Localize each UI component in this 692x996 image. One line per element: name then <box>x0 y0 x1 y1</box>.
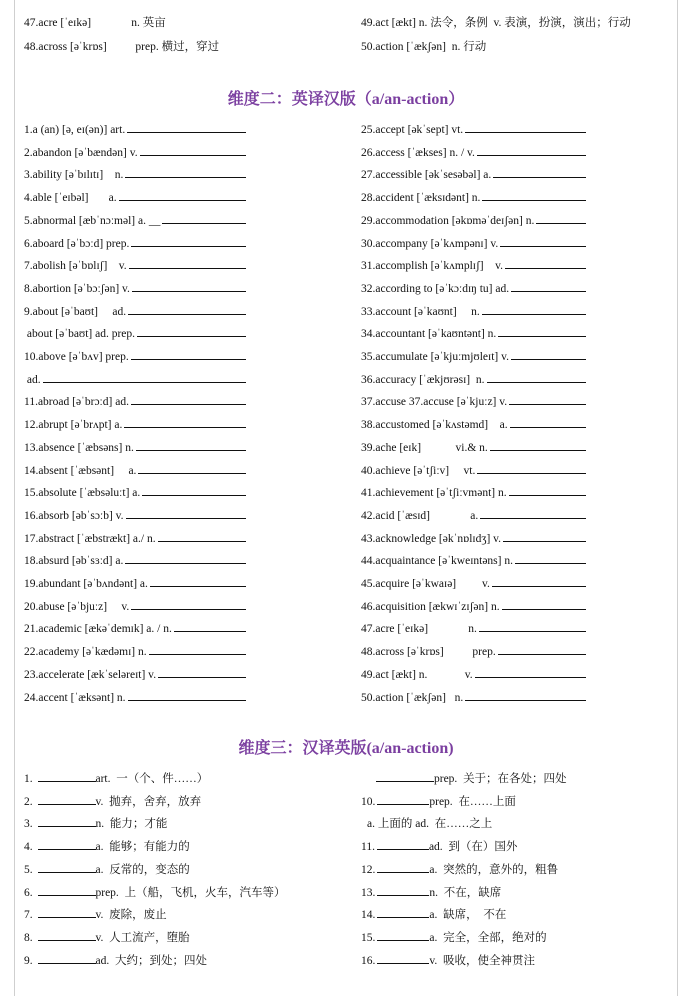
vocab-row-left <box>24 554 344 568</box>
part-of-speech: ad. <box>95 955 110 967</box>
chinese-meaning: 上（船，飞机，火车，汽车等） <box>124 887 286 899</box>
cn-row-left <box>24 817 344 831</box>
entry-text: 26.access [ˈækses] n. / v. <box>361 147 475 159</box>
cn-row-left <box>24 954 344 968</box>
entry-text: ad. <box>24 374 41 386</box>
answer-blank[interactable] <box>38 817 96 827</box>
answer-blank[interactable] <box>477 146 586 156</box>
entry-text: 16.absorb [əbˈsɔːb] v. <box>24 510 124 522</box>
answer-blank[interactable] <box>503 532 586 542</box>
entry-text: 23.accelerate [ækˈseləreɪt] v. <box>24 669 157 681</box>
answer-blank[interactable] <box>465 123 586 133</box>
entry-text: 47.acre [ˈeɪkə] n. 英亩 <box>24 17 166 29</box>
entry-text: 39.ache [eɪk] vi.& n. <box>361 442 488 454</box>
vocab-row-right <box>361 146 677 160</box>
vocab-row-left <box>24 214 344 228</box>
answer-blank[interactable] <box>129 259 246 269</box>
part-of-speech: a. <box>429 864 438 876</box>
chinese-meaning: 人工流产，堕胎 <box>109 932 190 944</box>
vocab-row-left <box>24 600 344 614</box>
top-row-right <box>361 16 677 30</box>
entry-text: 40.achieve [əˈtʃiːv] vt. <box>361 465 476 477</box>
cn-row-right <box>361 954 677 968</box>
answer-blank[interactable] <box>158 668 246 678</box>
answer-blank[interactable] <box>498 327 586 337</box>
cn-row-left <box>24 863 344 877</box>
chinese-meaning: 不在，缺席 <box>443 887 502 899</box>
vocab-row-right <box>361 600 677 614</box>
answer-blank[interactable] <box>509 395 586 405</box>
chinese-meaning: 突然的，意外的，粗鲁 <box>443 864 559 876</box>
entry-text: 24.accent [ˈæksənt] n. <box>24 692 126 704</box>
chinese-meaning: 能力；才能 <box>109 818 168 830</box>
entry-text: 31.accomplish [əˈkʌmplɪʃ] v. <box>361 260 504 272</box>
part-of-speech: prep. <box>95 887 119 899</box>
item-number: 14. <box>361 909 376 921</box>
entry-text: 35.accumulate [əˈkjuːmjʊleɪt] v. <box>361 351 509 363</box>
vocab-row-left <box>24 645 344 659</box>
vocab-row-left <box>24 282 344 296</box>
part-of-speech: a. 上面的 ad. <box>367 818 429 830</box>
entry-text: 46.acquisition [ækwɪˈzɪʃən] n. <box>361 601 500 613</box>
answer-blank[interactable] <box>158 532 246 542</box>
entry-text: 34.accountant [əˈkaʊntənt] n. <box>361 328 497 340</box>
entry-text: 33.account [əˈkaʊnt] n. <box>361 306 480 318</box>
vocab-row-right <box>361 214 677 228</box>
answer-blank[interactable] <box>131 350 246 360</box>
cn-row-right <box>361 931 677 945</box>
entry-text: 48.across [əˈkrɒs] prep. 横过，穿过 <box>24 41 220 53</box>
entry-text: 22.academy [əˈkædəmɪ] n. <box>24 646 147 658</box>
answer-blank[interactable] <box>131 395 246 405</box>
vocab-row-left <box>24 259 344 273</box>
entry-text: 18.absurd [əbˈsɜːd] a. <box>24 555 124 567</box>
answer-blank[interactable] <box>162 214 246 224</box>
answer-blank[interactable] <box>505 259 586 269</box>
part-of-speech: a. <box>429 909 438 921</box>
answer-blank[interactable] <box>482 305 586 315</box>
item-number: 9. <box>24 955 33 967</box>
vocab-row-left <box>24 191 344 205</box>
vocab-row-right <box>361 282 677 296</box>
answer-blank[interactable] <box>150 577 246 587</box>
vocab-row-right <box>361 123 677 137</box>
entry-text: 19.abundant [əˈbʌndənt] a. <box>24 578 148 590</box>
part-of-speech: v. <box>95 796 104 808</box>
answer-blank[interactable] <box>132 282 246 292</box>
vocab-row-right <box>361 168 677 182</box>
top-row-right <box>361 40 677 54</box>
chinese-meaning: 缺席， 不在 <box>443 909 507 921</box>
entry-text: 6.aboard [əˈbɔːd] prep. <box>24 238 130 250</box>
chinese-meaning: 吸收，使全神贯注 <box>443 955 536 967</box>
cn-row-left <box>24 795 344 809</box>
vocab-row-left <box>24 327 344 341</box>
chinese-meaning: 废除，废止 <box>109 909 167 921</box>
vocab-row-left <box>24 464 344 478</box>
answer-blank[interactable] <box>511 282 586 292</box>
entry-text: 15.absolute [ˈæbsəluːt] a. <box>24 487 141 499</box>
answer-blank[interactable] <box>377 908 429 918</box>
chinese-meaning: 在……之上 <box>434 818 493 830</box>
vocab-row-right <box>361 464 677 478</box>
cn-row-left <box>24 886 344 900</box>
entry-text: 44.acquaintance [əˈkweɪntəns] n. <box>361 555 513 567</box>
answer-blank[interactable] <box>377 954 429 964</box>
item-number: 2. <box>24 796 33 808</box>
answer-blank[interactable] <box>510 418 586 428</box>
answer-blank[interactable] <box>38 954 96 964</box>
top-row-left <box>24 16 344 30</box>
cn-row-left <box>24 772 344 786</box>
item-number: 5. <box>24 864 33 876</box>
answer-blank[interactable] <box>500 237 586 247</box>
entry-text: 47.acre [ˈeɪkə] n. <box>361 623 477 635</box>
part-of-speech: v. <box>429 955 438 967</box>
vocab-row-left <box>24 350 344 364</box>
entry-text: 20.abuse [əˈbjuːz] v. <box>24 601 130 613</box>
entry-text: 45.acquire [əˈkwaɪə] v. <box>361 578 490 590</box>
entry-text: 28.accident [ˈæksɪdənt] n. <box>361 192 481 204</box>
answer-blank[interactable] <box>128 305 246 315</box>
vocab-row-right <box>361 373 677 387</box>
vocab-row-left <box>24 691 344 705</box>
chinese-meaning: 到（在）国外 <box>448 841 518 853</box>
answer-blank[interactable] <box>38 863 96 873</box>
entry-text: about [əˈbaʊt] ad. prep. <box>24 328 136 340</box>
entry-text: 29.accommodation [əkɒməˈdeɪʃən] n. <box>361 215 535 227</box>
cn-row-left <box>24 908 344 922</box>
answer-blank[interactable] <box>502 600 586 610</box>
chinese-meaning: 能够；有能力的 <box>109 841 190 853</box>
item-number: 15. <box>361 932 376 944</box>
entry-text: 3.ability [əˈbɪlɪtɪ] n. <box>24 169 124 181</box>
answer-blank[interactable] <box>482 191 586 201</box>
part-of-speech: n. <box>429 887 438 899</box>
entry-text: 4.able [ˈeɪbəl] a. <box>24 192 117 204</box>
entry-text: 7.abolish [əˈbɒlɪʃ] v. <box>24 260 127 272</box>
section-heading-2: 维度二：英译汉版（a/an-action） <box>227 91 465 108</box>
chinese-meaning: 关于；在各处；四处 <box>463 773 567 785</box>
item-number: 10. <box>361 796 376 808</box>
part-of-speech: n. <box>95 818 105 830</box>
entry-text: 42.acid [ˈæsɪd] a. <box>361 510 479 522</box>
vocab-row-right <box>361 191 677 205</box>
entry-text: 30.accompany [əˈkʌmpənɪ] v. <box>361 238 499 250</box>
answer-blank[interactable] <box>492 577 586 587</box>
part-of-speech: a. <box>429 932 438 944</box>
entry-text: 17.abstract [ˈæbstrækt] a./ n. <box>24 533 156 545</box>
entry-text: 50.action [ˈækʃən] n. 行动 <box>361 41 487 53</box>
item-number: 3. <box>24 818 33 830</box>
item-number: 8. <box>24 932 33 944</box>
answer-blank[interactable] <box>377 886 429 896</box>
vocab-row-right <box>361 554 677 568</box>
entry-text: 36.accuracy [ˈækjʊrəsɪ] n. <box>361 374 485 386</box>
entry-text: 41.achievement [əˈtʃiːvmənt] n. <box>361 487 507 499</box>
part-of-speech: art. <box>95 773 111 785</box>
answer-blank[interactable] <box>515 554 586 564</box>
item-number: 4. <box>24 841 33 853</box>
cn-row-right <box>361 908 677 922</box>
answer-blank[interactable] <box>509 486 586 496</box>
top-row-left <box>24 40 344 54</box>
part-of-speech: v. <box>95 909 104 921</box>
entry-text: 5.abnormal [æbˈnɔːməl] a. __ <box>24 215 161 227</box>
cn-row-left <box>24 931 344 945</box>
vocab-row-left <box>24 441 344 455</box>
vocab-row-left <box>24 305 344 319</box>
vocab-row-left <box>24 395 344 409</box>
item-number: 12. <box>361 864 376 876</box>
vocab-row-right <box>361 395 677 409</box>
vocab-row-right <box>361 237 677 251</box>
vocab-row-right <box>361 418 677 432</box>
part-of-speech: prep. <box>429 796 453 808</box>
vocab-row-left <box>24 668 344 682</box>
vocab-row-left <box>24 237 344 251</box>
answer-blank[interactable] <box>38 795 96 805</box>
chinese-meaning: 抛弃，舍弃，放弃 <box>109 796 202 808</box>
answer-blank[interactable] <box>536 214 586 224</box>
part-of-speech: ad. <box>428 841 443 853</box>
answer-blank[interactable] <box>38 772 96 782</box>
entry-text: 32.according to [əˈkɔːdɪŋ tu] ad. <box>361 283 510 295</box>
cn-row-right <box>361 886 677 900</box>
chinese-meaning: 反常的，变态的 <box>109 864 190 876</box>
item-number: 6. <box>24 887 33 899</box>
answer-blank[interactable] <box>480 509 586 519</box>
entry-text: 13.absence [ˈæbsəns] n. <box>24 442 134 454</box>
chinese-meaning: 一（个、件……） <box>116 773 209 785</box>
vocab-row-right <box>361 509 677 523</box>
answer-blank[interactable] <box>137 327 246 337</box>
answer-blank[interactable] <box>377 931 429 941</box>
answer-blank[interactable] <box>136 441 246 451</box>
cn-row-right <box>374 772 690 786</box>
answer-blank[interactable] <box>487 373 587 383</box>
answer-blank[interactable] <box>377 840 429 850</box>
entry-text: 43.acknowledge [əkˈnɒlɪdʒ] v. <box>361 533 502 545</box>
cn-row-right <box>361 863 677 877</box>
entry-text: 27.accessible [əkˈsesəbəl] a. <box>361 169 492 181</box>
answer-blank[interactable] <box>38 840 96 850</box>
answer-blank[interactable] <box>511 350 586 360</box>
part-of-speech: a. <box>95 864 104 876</box>
entry-text: 8.abortion [əˈbɔːʃən] v. <box>24 283 130 295</box>
answer-blank[interactable] <box>477 464 586 474</box>
answer-blank[interactable] <box>377 863 429 873</box>
answer-blank[interactable] <box>119 191 246 201</box>
vocab-row-left <box>24 123 344 137</box>
answer-blank[interactable] <box>142 486 246 496</box>
answer-blank[interactable] <box>465 691 586 701</box>
answer-blank[interactable] <box>475 668 586 678</box>
answer-blank[interactable] <box>174 622 246 632</box>
part-of-speech: prep. <box>434 773 458 785</box>
vocab-row-left <box>24 373 344 387</box>
vocab-row-right <box>361 486 677 500</box>
part-of-speech: a. <box>95 841 104 853</box>
vocab-row-right <box>361 350 677 364</box>
vocab-row-left <box>24 532 344 546</box>
answer-blank[interactable] <box>131 600 246 610</box>
vocab-row-left <box>24 168 344 182</box>
entry-text: 12.abrupt [əˈbrʌpt] a. <box>24 419 123 431</box>
entry-text: 1.a (an) [ə, eɪ(ən)] art. <box>24 124 126 136</box>
chinese-meaning: 在……上面 <box>458 796 516 808</box>
answer-blank[interactable] <box>127 123 246 133</box>
entry-text: 50.action [ˈækʃən] n. <box>361 692 464 704</box>
item-number: 13. <box>361 887 376 899</box>
answer-blank[interactable] <box>498 645 586 655</box>
answer-blank[interactable] <box>38 908 96 918</box>
cn-row-right <box>361 795 677 809</box>
vocab-row-left <box>24 418 344 432</box>
answer-blank[interactable] <box>479 622 586 632</box>
entry-text: 38.accustomed [əˈkʌstəmd] a. <box>361 419 508 431</box>
vocab-row-right <box>361 577 677 591</box>
cn-row-right <box>361 840 677 854</box>
answer-blank[interactable] <box>125 168 246 178</box>
item-number: 1. <box>24 773 33 785</box>
vocab-row-right <box>361 668 677 682</box>
vocab-row-left <box>24 146 344 160</box>
vocab-row-left <box>24 486 344 500</box>
answer-blank[interactable] <box>126 509 246 519</box>
entry-text: 21.academic [ækəˈdemɪk] a. / n. <box>24 623 172 635</box>
answer-blank[interactable] <box>149 645 246 655</box>
entry-text: 2.abandon [əˈbændən] v. <box>24 147 138 159</box>
vocab-row-right <box>361 327 677 341</box>
answer-blank[interactable] <box>131 237 246 247</box>
vocab-row-right <box>361 622 677 636</box>
answer-blank[interactable] <box>377 795 429 805</box>
vocab-row-right <box>361 532 677 546</box>
chinese-meaning: 大约；到处；四处 <box>114 955 207 967</box>
entry-text: 48.across [əˈkrɒs] prep. <box>361 646 496 658</box>
item-number: 7. <box>24 909 33 921</box>
answer-blank[interactable] <box>43 373 246 383</box>
vocab-row-right <box>361 259 677 273</box>
answer-blank[interactable] <box>38 886 96 896</box>
vocab-row-right <box>361 645 677 659</box>
vocab-row-right <box>361 441 677 455</box>
entry-text: 37.accuse 37.accuse [əˈkjuːz] v. <box>361 396 508 408</box>
answer-blank[interactable] <box>125 554 246 564</box>
item-number: 16. <box>361 955 376 967</box>
vocab-row-right <box>361 691 677 705</box>
item-number: 11. <box>361 841 375 853</box>
cn-row-right <box>367 817 683 831</box>
cn-row-left <box>24 840 344 854</box>
answer-blank[interactable] <box>140 146 246 156</box>
vocab-row-right <box>361 305 677 319</box>
vocab-row-left <box>24 622 344 636</box>
part-of-speech: v. <box>95 932 104 944</box>
entry-text: 9.about [əˈbaʊt] ad. <box>24 306 127 318</box>
entry-text: 10.above [əˈbʌv] prep. <box>24 351 129 363</box>
entry-text: 49.act [ækt] n. 法令，条例 v. 表演，扮演，演出；行动 <box>361 17 631 29</box>
answer-blank[interactable] <box>376 772 434 782</box>
answer-blank[interactable] <box>493 168 586 178</box>
entry-text: 11.abroad [əˈbrɔːd] ad. <box>24 396 129 408</box>
vocab-row-left <box>24 509 344 523</box>
answer-blank[interactable] <box>138 464 246 474</box>
entry-text: 25.accept [əkˈsept] vt. <box>361 124 464 136</box>
vocab-row-left <box>24 577 344 591</box>
answer-blank[interactable] <box>124 418 246 428</box>
chinese-meaning: 完全，全部，绝对的 <box>443 932 547 944</box>
answer-blank[interactable] <box>38 931 96 941</box>
section-heading-3: 维度三：汉译英版(a/an-action) <box>238 740 454 757</box>
entry-text: 14.absent [ˈæbsənt] a. <box>24 465 137 477</box>
entry-text: 49.act [ækt] n. v. <box>361 669 473 681</box>
answer-blank[interactable] <box>128 691 246 701</box>
answer-blank[interactable] <box>490 441 586 451</box>
